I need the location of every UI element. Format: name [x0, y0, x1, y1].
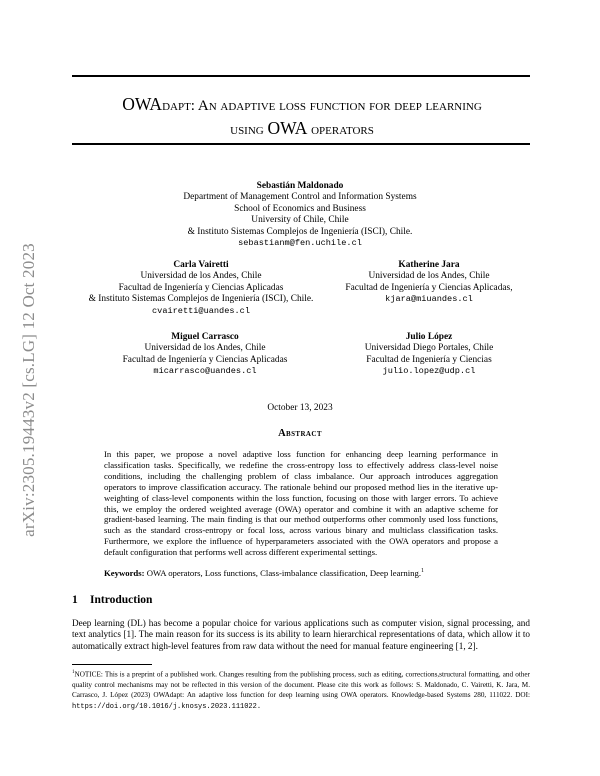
author-name: Katherine Jara [398, 260, 460, 270]
author-block [318, 260, 540, 306]
title-line-2-rest: operators [307, 122, 374, 138]
author-affiliation: Facultad de Ingeniería y Ciencias Aplicadas, [345, 282, 513, 293]
keywords-text: OWA operators, Loss functions, Class-imbalance classification, Deep learning. [146, 567, 422, 578]
title-rule-bottom [72, 143, 530, 145]
section-number: 1 [72, 594, 78, 606]
arxiv-identifier-sidebar [17, 190, 41, 590]
author-block [150, 181, 450, 249]
author-affiliation: Facultad de Ingeniería y Ciencias Aplicadas [118, 282, 284, 293]
author-affiliation: & Instituto Sistemas Complejos de Ingeniería (ISCI), Chile. [187, 226, 413, 237]
author-affiliation: Department of Management Control and Information Systems [183, 192, 417, 203]
author-affiliation: Facultad de Ingeniería y Ciencias [366, 354, 492, 365]
arxiv-id-text: arXiv:2305.19443v2 [cs.LG] 12 Oct 2023 [19, 243, 38, 537]
footnote-marker[interactable]: 1 [421, 568, 425, 574]
author-name: Julio López [405, 332, 453, 342]
author-email[interactable]: julio.lopez@udp.cl [382, 366, 476, 377]
abstract-body: In this paper, we propose a novel adaptive loss function for enhancing deep learning performance in classification tasks. Specifically, we redefine the cross-entropy loss to effectively address class-level noise conditions, including the challenging problem of class imbalance. Our approach introduces aggregation operators to improve classification accuracy. The rationale behind our proposed method lies in the iterative up-weighting of class-level components within the loss function, focusing on those with larger errors. To achieve this, we employ the ordered weighted average (OWA) operator and combine it with an adaptive scheme for gradient-based learning. The main finding is that our method outperforms other commonly used loss functions, such as the standard cross-entropy or focal loss, across various binary and multiclass classification tasks. Furthermore, we explore the influence of hyperparameters associated with the OWA operators and propose a default configuration that performs well across different experimental settings. [104, 449, 498, 558]
footnote-text: NOTICE: This is a preprint of a published work. Changes resulting from the publishing process, such as editing, corrections,structural formatting, and other quality control mechanisms may not be reflected in this version of the document. Please cite this work as follows: S. Maldonado, C. Vairetti, K. Jara, M. Carrasco, J. López (2023) OWAdapt: An adaptive loss function for deep learning using OWA operators. Knowledge-based Systems 280, 111022. DOI: [72, 670, 530, 700]
author-affiliation: Facultad de Ingeniería y Ciencias Aplicadas [122, 354, 288, 365]
author-email[interactable]: kjara@miuandes.cl [385, 294, 473, 305]
author-name: Sebastián Maldonado [256, 181, 344, 191]
paper-title [60, 93, 544, 141]
title-line-1-text: dapt: An adaptive loss function for deep learning [162, 98, 482, 114]
author-name: Carla Vairetti [173, 260, 229, 270]
author-name: Miguel Carrasco [171, 332, 239, 342]
footnote-doi-link[interactable]: https://doi.org/10.1016/j.knosys.2023.111022. [72, 702, 262, 711]
keywords-line [104, 566, 498, 579]
author-affiliation: Universidad de los Andes, Chile [140, 271, 262, 282]
title-line-2 [60, 117, 544, 141]
author-affiliation: Universidad de los Andes, Chile [144, 343, 266, 354]
footnote-rule [72, 664, 152, 665]
author-email[interactable]: cvairetti@uandes.cl [152, 305, 250, 316]
author-affiliation: Universidad Diego Portales, Chile [364, 343, 494, 354]
author-affiliation: & Instituto Sistemas Complejos de Ingeniería (ISCI), Chile. [88, 294, 314, 305]
section-heading [72, 594, 152, 606]
abstract-heading [150, 428, 450, 439]
publication-date: October 13, 2023 [267, 403, 333, 413]
footnote [72, 668, 530, 712]
author-affiliation: University of Chile, Chile [251, 215, 349, 226]
title-line-1 [60, 93, 544, 117]
author-block [90, 332, 320, 378]
title-acronym-2: OWA [267, 118, 308, 138]
title-line-2-pre: using [230, 122, 268, 138]
author-email[interactable]: micarrasco@uandes.cl [153, 366, 257, 377]
author-block [318, 332, 540, 378]
section-title: Introduction [90, 594, 153, 606]
abstract-heading-text: Abstract [278, 428, 322, 439]
keywords-label: Keywords: [104, 567, 145, 578]
footnote-mark: 1 [72, 670, 75, 675]
author-email[interactable]: sebastianm@fen.uchile.cl [238, 238, 362, 249]
author-block [60, 260, 342, 317]
title-rule-top [72, 75, 530, 77]
author-affiliation: School of Economics and Business [234, 203, 366, 214]
title-acronym: OWA [122, 94, 163, 114]
author-affiliation: Universidad de los Andes, Chile [368, 271, 490, 282]
introduction-paragraph: Deep learning (DL) has become a popular choice for various applications such as computer vision, signal processing, and text analytics [1]. The main reason for its success is its ability to learn hierarchical representations of data, which allow it to automatically extract high-level features from raw data without the need for manual feature engineering [1, 2]. [72, 618, 530, 651]
